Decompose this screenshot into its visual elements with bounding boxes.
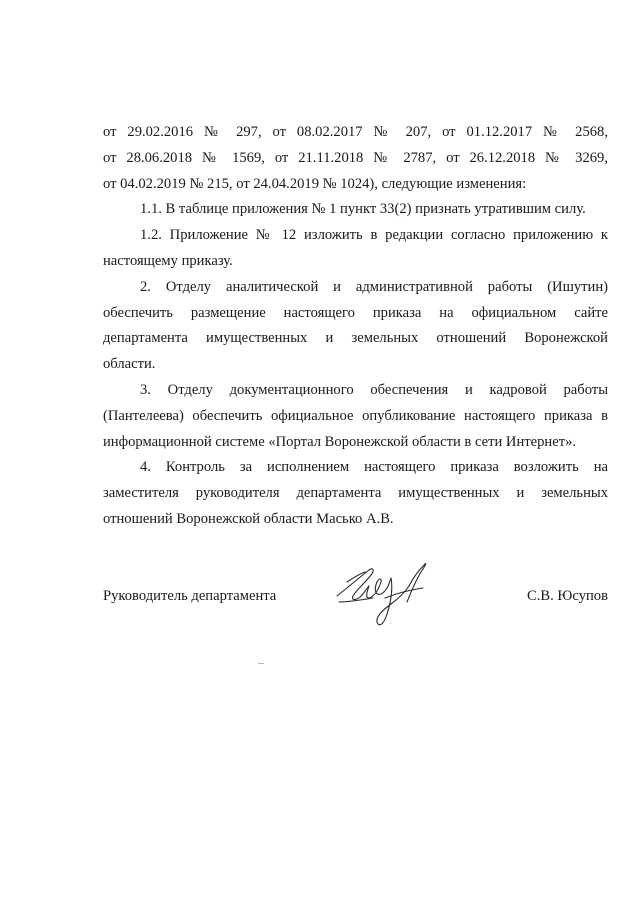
signer-position: Руководитель департамента xyxy=(103,588,277,604)
item-1-2 xyxy=(103,223,608,275)
text-line: (Пантелеева) обеспечить официальное опубликование настоящего приказа в xyxy=(103,407,608,424)
document-body xyxy=(103,120,608,533)
text-line: 3. Отделу документационного обеспечения и кадровой работы xyxy=(140,381,608,398)
intro-paragraph xyxy=(103,120,608,197)
text-line: заместителя руководителя департамента имущественных и земельных xyxy=(103,485,608,502)
text-line: настоящему приказу. xyxy=(103,252,233,269)
text-line: области. xyxy=(103,356,156,373)
item-4 xyxy=(103,455,608,532)
item-1-1 xyxy=(103,197,608,223)
text-line: 4. Контроль за исполнением настоящего приказа возложить на xyxy=(140,459,608,476)
text-line: отношений Воронежской области Масько А.В. xyxy=(103,510,394,527)
text-line: информационной системе «Портал Воронежской области в сети Интернет». xyxy=(103,433,577,450)
scan-mark xyxy=(258,663,264,664)
text-line: от 29.02.2016 № 297, от 08.02.2017 № 207, от 01.12.2017 № 2568, xyxy=(103,124,608,140)
item-2 xyxy=(103,275,608,378)
signer-name: С.В. Юсупов xyxy=(527,588,608,604)
text-line: обеспечить размещение настоящего приказа на официальном сайте xyxy=(103,304,608,321)
text-line: 1.1. В таблице приложения № 1 пункт 33(2) признать утратившим силу. xyxy=(140,201,586,218)
item-3 xyxy=(103,378,608,455)
signature-block xyxy=(103,588,608,648)
text-line: от 28.06.2018 № 1569, от 21.11.2018 № 2787, от 26.12.2018 № 3269, xyxy=(103,149,608,166)
text-line: департамента имущественных и земельных отношений Воронежской xyxy=(103,330,608,347)
text-line: 1.2. Приложение № 12 изложить в редакции согласно приложению к xyxy=(140,227,608,244)
handwritten-signature-icon xyxy=(329,558,434,633)
text-line: от 04.02.2019 № 215, от 24.04.2019 № 1024), следующие изменения: xyxy=(103,175,527,192)
text-line: 2. Отделу аналитической и административной работы (Ишутин) xyxy=(140,278,608,295)
